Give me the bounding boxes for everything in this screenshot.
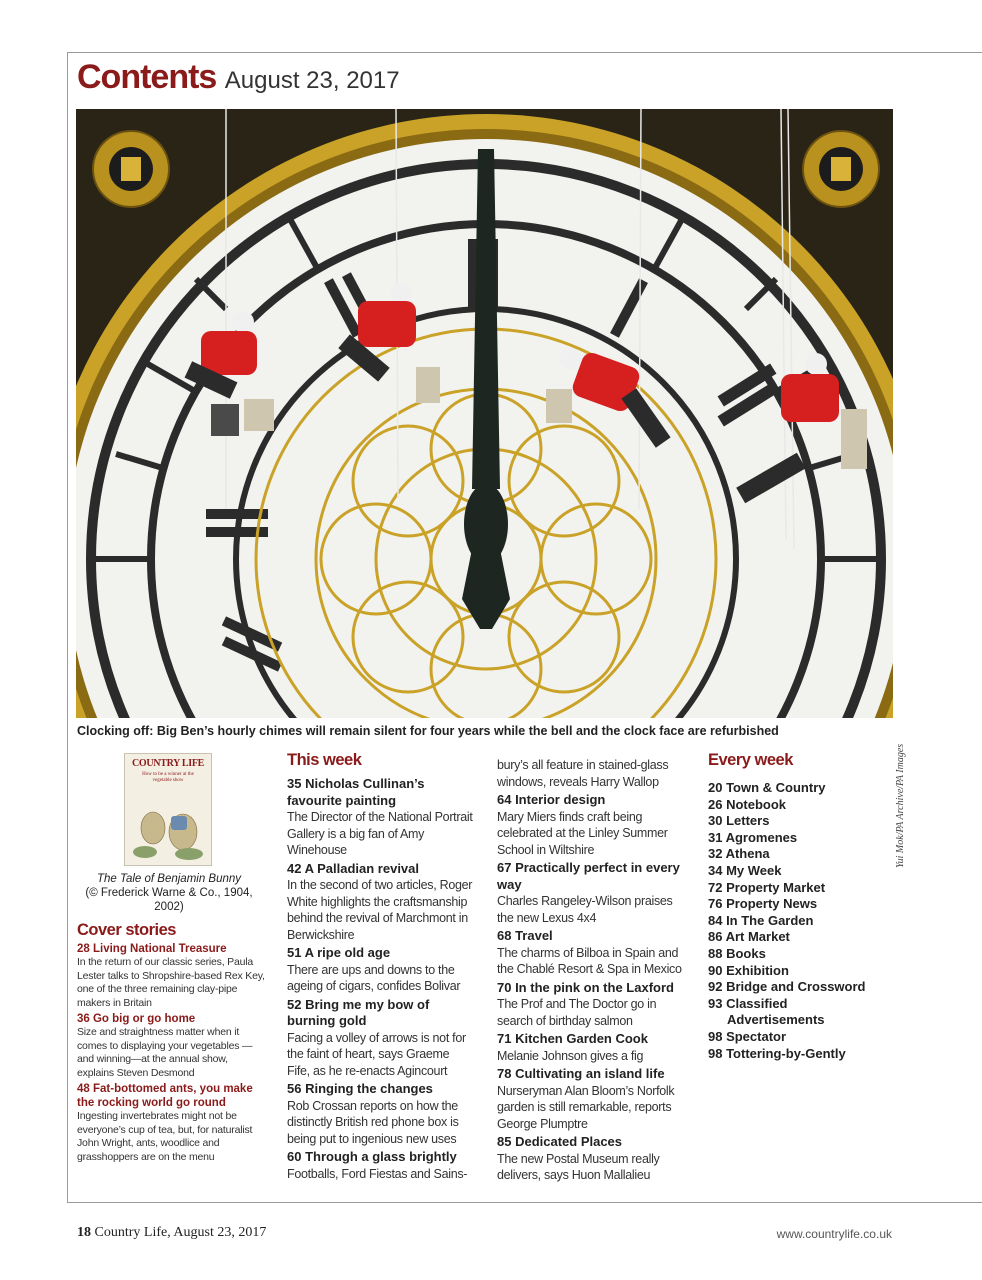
frame-left-rule <box>67 52 68 1202</box>
every-week-item[interactable]: 20 Town & Country <box>708 780 826 795</box>
article-item[interactable] <box>497 1134 683 1184</box>
this-week-column <box>287 751 473 1182</box>
article-item[interactable] <box>497 980 683 1030</box>
article-item[interactable] <box>287 861 473 944</box>
article-title: 42 A Palladian revival <box>287 860 419 876</box>
cover-stories-section <box>77 921 265 1164</box>
article-item[interactable] <box>497 928 683 978</box>
frame-bottom-rule <box>67 1202 982 1203</box>
footer-url[interactable]: www.countrylife.co.uk <box>776 1227 892 1241</box>
every-week-item[interactable]: 26 Notebook <box>708 796 787 812</box>
article-desc: The Director of the National Portrait Gallery is a big fan of Amy Winehouse <box>287 810 473 857</box>
cover-caption-credit: (© Frederick Warne & Co., 1904, 2002) <box>85 887 253 913</box>
article-desc: There are ups and downs to the ageing of cigars, confides Bolivar <box>287 962 461 993</box>
every-week-item-continued[interactable]: Advertisements <box>727 1012 825 1028</box>
photo-credit-text: Yui Mok/PA Archive/PA Images <box>895 743 906 868</box>
article-title: 78 Cultivating an island life <box>497 1066 665 1081</box>
frame-top-rule <box>67 52 982 53</box>
cover-story-item[interactable] <box>77 1082 265 1164</box>
cover-caption-title: The Tale of Benjamin Bunny <box>96 873 242 885</box>
page-footer <box>77 1225 266 1241</box>
cover-masthead: COUNTRY LIFE <box>131 758 205 769</box>
article-item[interactable] <box>497 1031 683 1064</box>
clock-illustration <box>76 109 893 718</box>
every-week-item[interactable]: 76 Property News <box>708 896 818 912</box>
every-week-item[interactable]: 30 Letters <box>708 813 770 829</box>
article-item[interactable] <box>287 997 473 1080</box>
page-header <box>77 58 400 97</box>
issue-date: August 23, 2017 <box>224 67 400 94</box>
cover-story-desc: Ingesting invertebrates might not be everyone’s cup of tea, but, for naturalist John Wright, ants, woodlice and grasshoppers are on the menu <box>77 1110 253 1163</box>
article-title: 70 In the pink on the Laxford <box>497 979 674 995</box>
article-title: 56 Ringing the changes <box>287 1081 433 1096</box>
footer-publication: Country Life, August 23, 2017 <box>94 1225 267 1240</box>
every-week-item[interactable]: 31 Agromenes <box>708 829 798 845</box>
this-week-heading: This week <box>287 751 362 769</box>
cover-caption <box>82 872 256 914</box>
cover-subtitle: How to be a winner at the vegetable show <box>142 772 194 783</box>
cover-story-item[interactable] <box>77 942 265 1010</box>
page-number: 18 <box>77 1225 91 1240</box>
every-week-item[interactable]: 98 Tottering-by-Gently <box>708 1045 846 1061</box>
every-week-item[interactable]: 90 Exhibition <box>708 962 789 978</box>
page-title: Contents <box>77 58 217 96</box>
cover-stories-heading: Cover stories <box>77 921 176 939</box>
every-week-item[interactable]: 88 Books <box>708 945 766 961</box>
article-item[interactable] <box>287 1149 473 1182</box>
article-title: 68 Travel <box>497 928 553 943</box>
big-ben-clock-photo <box>76 109 893 718</box>
this-week-column-continued <box>497 751 683 1184</box>
cover-story-title: 28 Living National Treasure <box>77 943 227 955</box>
cover-story-title: 48 Fat-bottomed ants, you make the rocking world go round <box>77 1083 253 1109</box>
article-item[interactable] <box>497 860 683 926</box>
cover-story-title: 36 Go big or go home <box>77 1013 196 1025</box>
article-desc: The charms of Bilboa in Spain and the Chablé Resort & Spa in Mexico <box>497 945 682 976</box>
every-week-list <box>708 780 898 1062</box>
article-item[interactable] <box>497 792 683 858</box>
every-week-item[interactable]: 84 In The Garden <box>708 912 814 928</box>
cover-story-desc: In the return of our classic series, Paula Lester talks to Shropshire-based Rex Key, one of the three remaining clay-pipe makers in Britain <box>77 956 265 1009</box>
article-item[interactable] <box>497 1066 683 1132</box>
cover-artwork <box>125 754 213 867</box>
photo-caption: Clocking off: Big Ben’s hourly chimes will remain silent for four years while the bell and the clock face are refurbished <box>77 724 779 738</box>
every-week-heading: Every week <box>708 751 793 769</box>
article-item[interactable] <box>287 945 473 995</box>
article-item[interactable] <box>287 776 473 859</box>
article-title: 35 Nicholas Cullinan’s favourite painting <box>287 776 425 808</box>
article-desc: The Prof and The Doctor go in search of birthday salmon <box>497 997 657 1028</box>
article-desc: Facing a volley of arrows is not for the faint of heart, says Graeme Fife, as he re-enacts Agincourt <box>287 1030 466 1078</box>
article-desc: Nurseryman Alan Bloom’s Norfolk garden is still remarkable, reports George Plumptre <box>497 1083 675 1131</box>
every-week-item[interactable]: 34 My Week <box>708 862 782 878</box>
every-week-item[interactable]: 98 Spectator <box>708 1028 787 1044</box>
cover-story-item[interactable] <box>77 1012 265 1080</box>
every-week-column <box>708 751 898 1062</box>
article-desc: Melanie Johnson gives a fig <box>497 1048 644 1063</box>
every-week-item[interactable]: 32 Athena <box>708 846 770 862</box>
cover-story-desc: Size and straightness matter when it comes to displaying your vegetables —and winning—at the annual show, explains Steven Desmond <box>77 1026 253 1079</box>
every-week-item[interactable]: 93 Classified <box>708 995 788 1011</box>
article-desc: In the second of two articles, Roger White highlights the craftsmanship behind the revival of Marchmont in Berwickshire <box>287 878 473 942</box>
article-title: 64 Interior design <box>497 792 606 807</box>
article-desc: Footballs, Ford Fiestas and Sains- <box>287 1166 468 1181</box>
cover-thumbnail <box>124 753 212 866</box>
article-title: 71 Kitchen Garden Cook <box>497 1031 648 1046</box>
article-item[interactable] <box>287 1081 473 1147</box>
article-title: 52 Bring me my bow of burning gold <box>287 996 430 1028</box>
every-week-item[interactable]: 72 Property Market <box>708 879 826 895</box>
article-desc: The new Postal Museum really delivers, says Huon Mallalieu <box>497 1151 660 1182</box>
article-title: 85 Dedicated Places <box>497 1134 623 1149</box>
every-week-item[interactable]: 92 Bridge and Crossword <box>708 979 866 995</box>
article-desc: Rob Crossan reports on how the distinctly British red phone box is being put to ingenious new uses <box>287 1098 459 1146</box>
every-week-item[interactable]: 86 Art Market <box>708 929 790 945</box>
article-title: 67 Practically perfect in every way <box>497 860 680 892</box>
article-title: 51 A ripe old age <box>287 945 391 960</box>
article-desc-continued: bury’s all feature in stained-glass windows, reveals Harry Wallop <box>497 758 669 789</box>
article-desc: Charles Rangeley-Wilson praises the new Lexus 4x4 <box>497 894 673 925</box>
article-desc: Mary Miers finds craft being celebrated at the Linley Summer School in Wiltshire <box>497 809 668 857</box>
article-title: 60 Through a glass brightly <box>287 1149 457 1164</box>
